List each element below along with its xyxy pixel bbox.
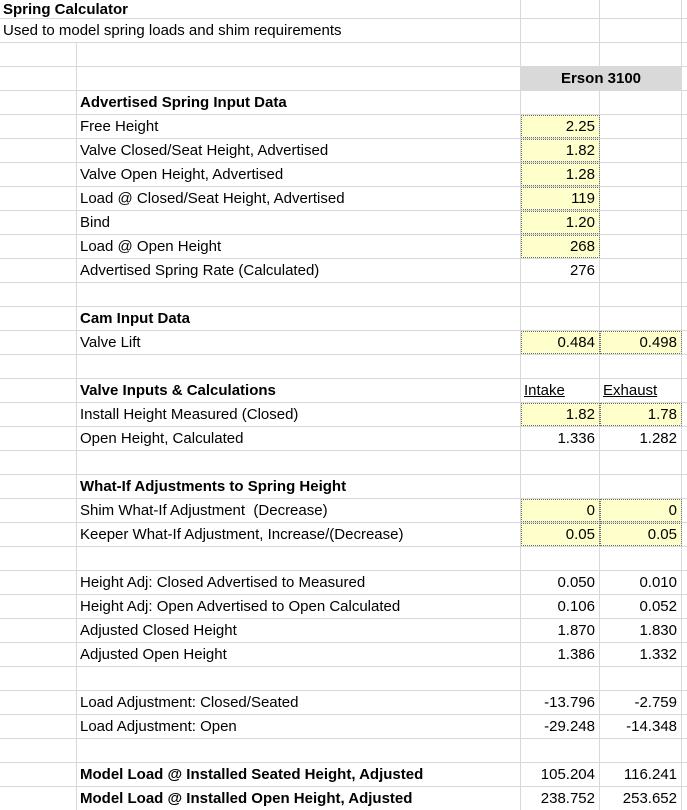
empty-cell — [682, 19, 687, 42]
empty-cell — [682, 331, 687, 354]
sheet-row — [0, 667, 687, 691]
input-cell[interactable]: 2.25 — [521, 115, 600, 138]
input-cell[interactable]: 0.05 — [521, 523, 600, 546]
sheet-row — [0, 427, 687, 451]
row-label: Valve Lift — [77, 331, 521, 354]
row-label: Open Height, Calculated — [77, 427, 521, 450]
empty-cell — [521, 739, 600, 762]
sheet-row — [0, 91, 687, 115]
empty-cell — [0, 403, 77, 426]
input-cell[interactable]: 119 — [521, 187, 600, 210]
column-header-exhaust: Exhaust — [600, 379, 682, 402]
calculated-cell: 238.752 — [521, 787, 600, 810]
sheet-row — [0, 283, 687, 307]
empty-cell — [77, 355, 521, 378]
empty-cell — [682, 355, 687, 378]
calculated-cell: 0.050 — [521, 571, 600, 594]
row-label: Valve Closed/Seat Height, Advertised — [77, 139, 521, 162]
empty-cell — [0, 667, 77, 690]
empty-cell — [682, 643, 687, 666]
calculated-cell: 1.336 — [521, 427, 600, 450]
empty-cell — [600, 211, 682, 234]
empty-cell — [682, 163, 687, 186]
sheet-row — [0, 355, 687, 379]
input-cell[interactable]: 0.05 — [600, 523, 682, 546]
sheet-row — [0, 259, 687, 283]
empty-cell — [682, 67, 687, 90]
empty-cell — [600, 547, 682, 570]
calculated-cell: 105.204 — [521, 763, 600, 786]
empty-cell — [682, 715, 687, 738]
sheet-row — [0, 547, 687, 571]
row-label: Install Height Measured (Closed) — [77, 403, 521, 426]
calculated-cell: -29.248 — [521, 715, 600, 738]
row-label: Load Adjustment: Closed/Seated — [77, 691, 521, 714]
sheet-row — [0, 235, 687, 259]
row-label: Advertised Spring Rate (Calculated) — [77, 259, 521, 282]
sheet-row — [0, 763, 687, 787]
empty-cell — [0, 523, 77, 546]
calculated-cell: 276 — [521, 259, 600, 282]
empty-cell — [521, 475, 600, 498]
row-label: Height Adj: Closed Advertised to Measured — [77, 571, 521, 594]
sheet-row — [0, 43, 687, 67]
calculated-cell: 253.652 — [600, 787, 682, 810]
empty-cell — [77, 43, 521, 66]
empty-cell — [77, 283, 521, 306]
input-cell[interactable]: 1.82 — [521, 139, 600, 162]
empty-cell — [0, 715, 77, 738]
empty-cell — [0, 235, 77, 258]
empty-cell — [521, 307, 600, 330]
calculated-cell: 1.282 — [600, 427, 682, 450]
empty-cell — [682, 403, 687, 426]
empty-cell — [600, 355, 682, 378]
empty-cell — [600, 91, 682, 114]
sheet-row — [0, 307, 687, 331]
input-cell[interactable]: 1.82 — [521, 403, 600, 426]
empty-cell — [521, 355, 600, 378]
empty-cell — [682, 451, 687, 474]
empty-cell — [77, 667, 521, 690]
calculated-cell: -14.348 — [600, 715, 682, 738]
empty-cell — [682, 0, 687, 18]
sheet-row — [0, 595, 687, 619]
empty-cell — [600, 163, 682, 186]
empty-cell — [600, 283, 682, 306]
empty-cell — [0, 475, 77, 498]
row-label: Load @ Open Height — [77, 235, 521, 258]
input-cell[interactable]: 1.28 — [521, 163, 600, 186]
empty-cell — [0, 259, 77, 282]
empty-cell — [600, 307, 682, 330]
calculated-cell: 0.052 — [600, 595, 682, 618]
calculated-cell: 0.010 — [600, 571, 682, 594]
empty-cell — [600, 19, 682, 42]
empty-cell — [0, 763, 77, 786]
empty-cell — [682, 187, 687, 210]
row-label: Load Adjustment: Open — [77, 715, 521, 738]
sheet-row — [0, 403, 687, 427]
empty-cell — [600, 187, 682, 210]
row-label: Adjusted Open Height — [77, 643, 521, 666]
row-label: Load @ Closed/Seat Height, Advertised — [77, 187, 521, 210]
empty-cell — [600, 451, 682, 474]
empty-cell — [521, 19, 600, 42]
empty-cell — [0, 307, 77, 330]
sheet-row — [0, 379, 687, 403]
empty-cell — [521, 43, 600, 66]
column-header-intake: Intake — [521, 379, 600, 402]
empty-cell — [0, 283, 77, 306]
empty-cell — [0, 499, 77, 522]
empty-cell — [0, 643, 77, 666]
empty-cell — [682, 667, 687, 690]
section-advertised-spring-input-data: Advertised Spring Input Data — [77, 91, 521, 114]
empty-cell — [682, 427, 687, 450]
empty-cell — [682, 235, 687, 258]
calculated-cell: 1.332 — [600, 643, 682, 666]
sheet-row — [0, 187, 687, 211]
row-label: Bind — [77, 211, 521, 234]
sheet-row — [0, 787, 687, 810]
sheet-row — [0, 451, 687, 475]
page-title: Spring Calculator — [0, 0, 521, 18]
empty-cell — [682, 691, 687, 714]
empty-cell — [682, 571, 687, 594]
empty-cell — [0, 595, 77, 618]
empty-cell — [521, 283, 600, 306]
empty-cell — [521, 547, 600, 570]
spring-model-header: Erson 3100 — [521, 67, 682, 90]
empty-cell — [0, 691, 77, 714]
empty-cell — [682, 43, 687, 66]
sheet-row — [0, 619, 687, 643]
row-label: Keeper What-If Adjustment, Increase/(Decrease) — [77, 523, 521, 546]
empty-cell — [521, 667, 600, 690]
empty-cell — [0, 211, 77, 234]
empty-cell — [682, 379, 687, 402]
empty-cell — [682, 91, 687, 114]
sheet-row — [0, 67, 687, 91]
section-cam-input-data: Cam Input Data — [77, 307, 521, 330]
sheet-row — [0, 0, 687, 19]
empty-cell — [600, 259, 682, 282]
empty-cell — [0, 451, 77, 474]
empty-cell — [0, 163, 77, 186]
calculated-cell: 0.106 — [521, 595, 600, 618]
empty-cell — [0, 547, 77, 570]
sheet-row — [0, 139, 687, 163]
empty-cell — [0, 67, 77, 90]
calculated-cell: -13.796 — [521, 691, 600, 714]
empty-cell — [77, 547, 521, 570]
row-label: Model Load @ Installed Open Height, Adjusted — [77, 787, 521, 810]
empty-cell — [682, 763, 687, 786]
empty-cell — [600, 667, 682, 690]
calculated-cell: 116.241 — [600, 763, 682, 786]
sheet-row — [0, 475, 687, 499]
sheet-row — [0, 739, 687, 763]
calculated-cell: 1.386 — [521, 643, 600, 666]
empty-cell — [682, 523, 687, 546]
empty-cell — [682, 211, 687, 234]
sheet-row — [0, 163, 687, 187]
empty-cell — [600, 739, 682, 762]
empty-cell — [0, 331, 77, 354]
sheet-row — [0, 715, 687, 739]
row-label: Valve Open Height, Advertised — [77, 163, 521, 186]
empty-cell — [600, 139, 682, 162]
empty-cell — [0, 355, 77, 378]
empty-cell — [682, 307, 687, 330]
empty-cell — [0, 619, 77, 642]
empty-cell — [0, 739, 77, 762]
empty-cell — [682, 283, 687, 306]
empty-cell — [600, 475, 682, 498]
sheet-row — [0, 691, 687, 715]
input-cell[interactable]: 0.498 — [600, 331, 682, 354]
empty-cell — [0, 571, 77, 594]
section-what-if-adjustments: What-If Adjustments to Spring Height — [77, 475, 521, 498]
sheet-row — [0, 499, 687, 523]
calculated-cell: -2.759 — [600, 691, 682, 714]
sheet-row — [0, 19, 687, 43]
empty-cell — [682, 787, 687, 810]
row-label: Free Height — [77, 115, 521, 138]
empty-cell — [0, 91, 77, 114]
input-cell[interactable]: 268 — [521, 235, 600, 258]
row-label: Shim What-If Adjustment (Decrease) — [77, 499, 521, 522]
empty-cell — [0, 187, 77, 210]
sheet-row — [0, 571, 687, 595]
empty-cell — [682, 115, 687, 138]
empty-cell — [77, 67, 521, 90]
empty-cell — [682, 139, 687, 162]
calculated-cell: 1.870 — [521, 619, 600, 642]
page-subtitle: Used to model spring loads and shim requirements — [0, 19, 521, 42]
empty-cell — [0, 787, 77, 810]
empty-cell — [521, 451, 600, 474]
input-cell[interactable]: 1.78 — [600, 403, 682, 426]
empty-cell — [521, 0, 600, 18]
empty-cell — [682, 547, 687, 570]
empty-cell — [682, 739, 687, 762]
sheet-row — [0, 115, 687, 139]
empty-cell — [600, 115, 682, 138]
empty-cell — [77, 451, 521, 474]
empty-cell — [0, 379, 77, 402]
empty-cell — [682, 475, 687, 498]
empty-cell — [600, 43, 682, 66]
empty-cell — [600, 0, 682, 18]
empty-cell — [0, 427, 77, 450]
row-label: Height Adj: Open Advertised to Open Calculated — [77, 595, 521, 618]
row-label: Model Load @ Installed Seated Height, Adjusted — [77, 763, 521, 786]
sheet-row — [0, 523, 687, 547]
empty-cell — [0, 115, 77, 138]
empty-cell — [682, 595, 687, 618]
input-cell[interactable]: 0.484 — [521, 331, 600, 354]
input-cell[interactable]: 1.20 — [521, 211, 600, 234]
empty-cell — [0, 139, 77, 162]
input-cell[interactable]: 0 — [600, 499, 682, 522]
empty-cell — [682, 259, 687, 282]
sheet-row — [0, 211, 687, 235]
empty-cell — [0, 43, 77, 66]
empty-cell — [600, 235, 682, 258]
empty-cell — [521, 91, 600, 114]
section-valve-inputs-calculations: Valve Inputs & Calculations — [77, 379, 521, 402]
input-cell[interactable]: 0 — [521, 499, 600, 522]
empty-cell — [682, 619, 687, 642]
calculated-cell: 1.830 — [600, 619, 682, 642]
empty-cell — [682, 499, 687, 522]
row-label: Adjusted Closed Height — [77, 619, 521, 642]
empty-cell — [77, 739, 521, 762]
sheet-row — [0, 643, 687, 667]
sheet-row — [0, 331, 687, 355]
